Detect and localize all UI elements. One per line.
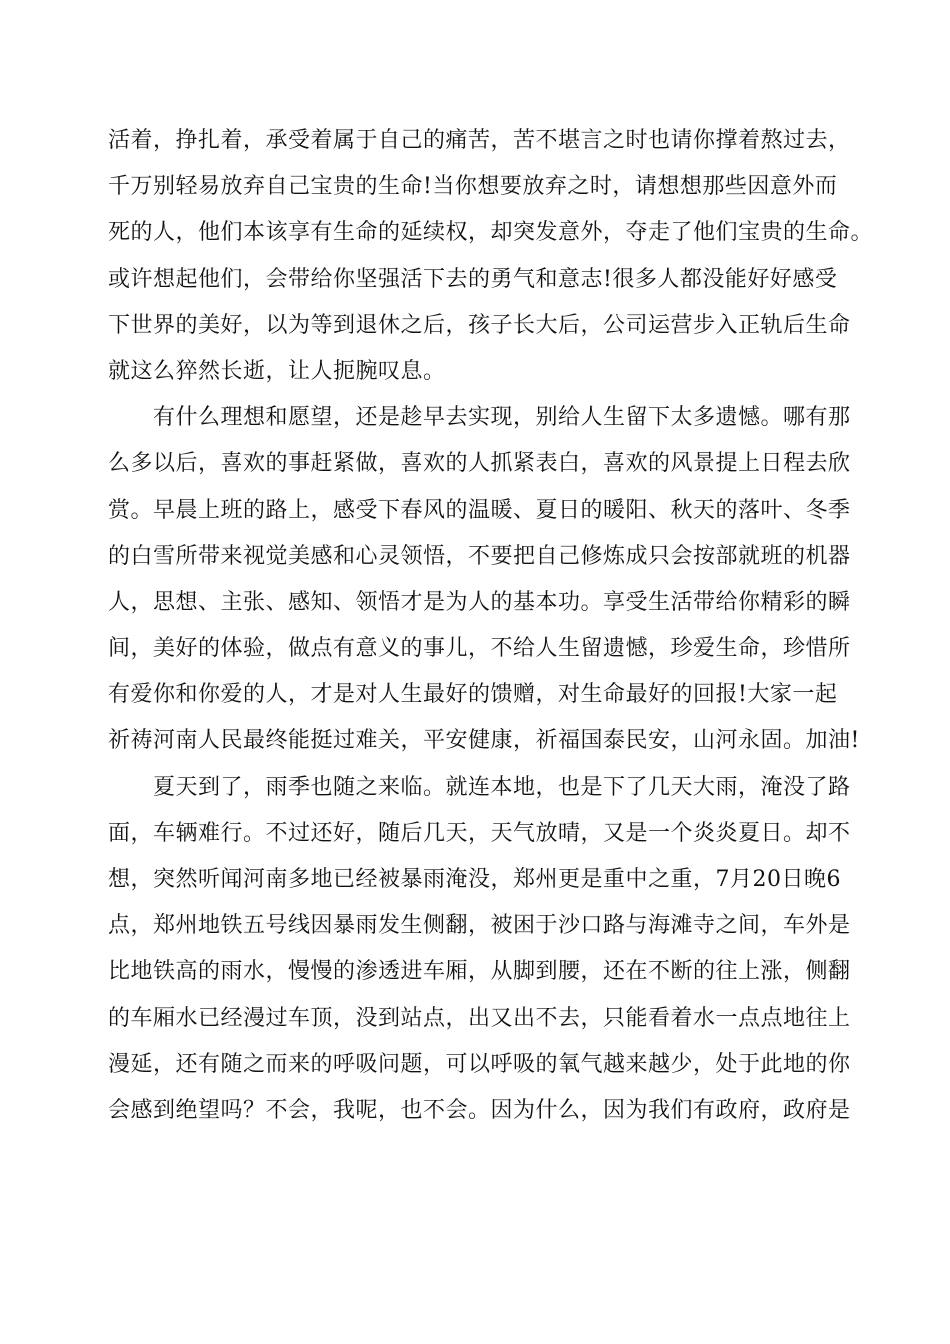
text-line: 夏天到了，雨季也随之来临。就连本地，也是下了几天大雨，淹没了路 <box>108 774 851 800</box>
text-line: 或许想起他们，会带给你坚强活下去的勇气和意志!很多人都没能好好感受 <box>108 266 838 292</box>
text-line: 赏。早晨上班的路上，感受下春风的温暖、夏日的暖阳、秋天的落叶、冬季 <box>108 497 851 523</box>
text-line: 么多以后，喜欢的事赶紧做，喜欢的人抓紧表白，喜欢的风景提上日程去欣 <box>108 451 851 477</box>
text-line: 千万别轻易放弃自己宝贵的生命!当你想要放弃之时，请想想那些因意外而 <box>108 174 838 200</box>
text-line: 间，美好的体验，做点有意义的事儿，不给人生留遗憾，珍爱生命，珍惜所 <box>108 636 851 662</box>
text-line: 活着，挣扎着，承受着属于自己的痛苦，苦不堪言之时也请你撑着熬过去， <box>108 128 851 153</box>
text-line: 点，郑州地铁五号线因暴雨发生侧翻，被困于沙口路与海滩寺之间，车外是 <box>108 913 851 939</box>
text-line: 就这么猝然长逝，让人扼腕叹息。 <box>108 358 446 384</box>
text-line: 的车厢水已经漫过车顶，没到站点，出又出不去，只能看着水一点点地往上 <box>108 1005 851 1031</box>
text-line: 有爱你和你爱的人，才是对人生最好的馈赠，对生命最好的回报!大家一起 <box>108 682 838 708</box>
text-line: 的白雪所带来视觉美感和心灵领悟，不要把自己修炼成只会按部就班的机器 <box>108 543 851 569</box>
text-line: 人，思想、主张、感知、领悟才是为人的基本功。享受生活带给你精彩的瞬 <box>108 589 851 615</box>
text-line: 下世界的美好，以为等到退休之后，孩子长大后，公司运营步入正轨后生命 <box>108 312 851 338</box>
text-line: 祈祷河南人民最终能挺过难关，平安健康，祈福国泰民安，山河永固。加油! <box>108 728 860 754</box>
text-line: 有什么理想和愿望，还是趁早去实现，别给人生留下太多遗憾。哪有那 <box>108 405 851 431</box>
text-line: 想，突然听闻河南多地已经被暴雨淹没，郑州更是重中之重，7月20日晚6 <box>108 867 841 892</box>
body-text <box>108 118 874 1134</box>
text-line: 面，车辆难行。不过还好，随后几天，天气放晴，又是一个炎炎夏日。却不 <box>108 820 851 846</box>
text-line: 会感到绝望吗？不会，我呢，也不会。因为什么，因为我们有政府，政府是 <box>108 1097 851 1123</box>
text-line: 比地铁高的雨水，慢慢的渗透进车厢，从脚到腰，还在不断的往上涨，侧翻 <box>108 959 851 985</box>
text-line: 死的人，他们本该享有生命的延续权，却突发意外，夺走了他们宝贵的生命。 <box>108 220 874 246</box>
text-line: 漫延，还有随之而来的呼吸问题，可以呼吸的氧气越来越少，处于此地的你 <box>108 1051 851 1077</box>
